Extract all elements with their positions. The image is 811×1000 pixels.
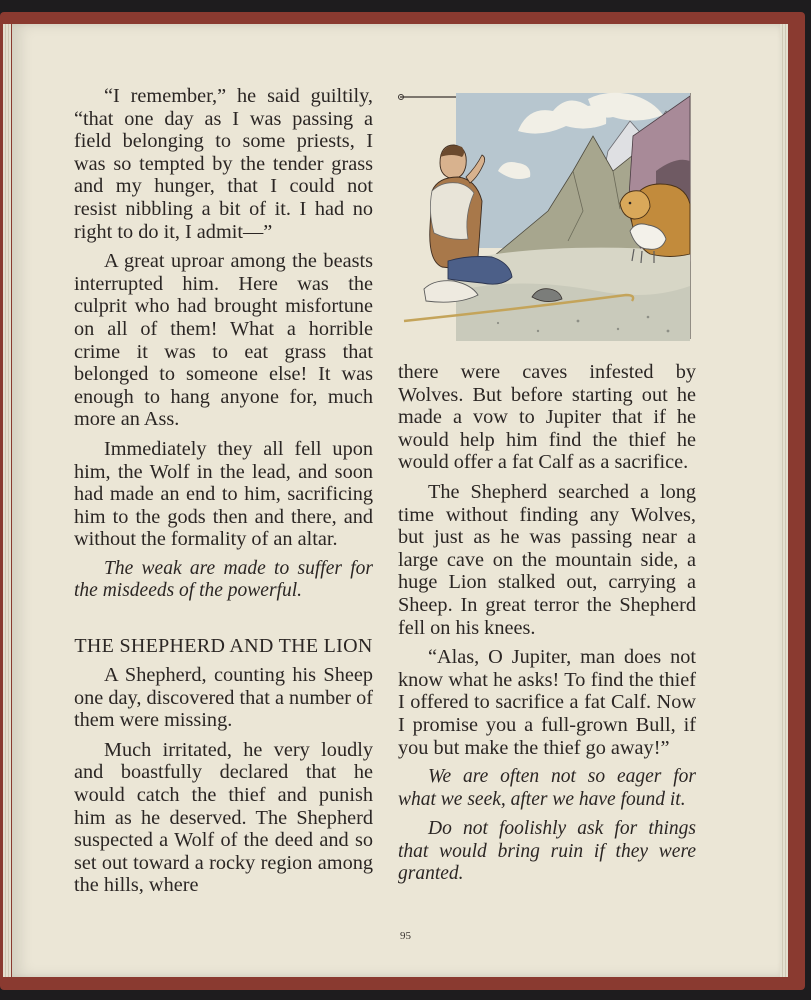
- paragraph: “Alas, O Jupiter, man does not know what he asks! To find the thief I offered to sacrifice a fat Calf. Now I promise you a full-grown Bull, if you but make the thief go away!”: [398, 646, 696, 759]
- right-column: [398, 361, 696, 893]
- paragraph: there were caves infested by Wolves. But before starting out he made a vow to Jupiter that if he would help him find the thief he would offer a fat Calf as a sacrifice.: [398, 361, 696, 474]
- paragraph: The Shepherd searched a long time without finding any Wolves, but just as he was passing near a large cave on the mountain side, a huge Lion stalked out, carrying a Sheep. In great terror the Shepherd fell on his knees.: [398, 480, 696, 639]
- paragraph: Immediately they all fell upon him, the Wolf in the lead, and soon had made an end to him, sacrificing him to the gods then and there, and without the formality of an altar.: [74, 437, 373, 551]
- moral: We are often not so eager for what we seek, after we have found it.: [398, 766, 696, 810]
- paragraph: A great uproar among the beasts interrupted him. Here was the culprit who had brought misfortune on all of them! What a horrible crime it was to eat grass that belonged to someone else! It was enough to hang anyone for, much more an Ass.: [74, 250, 373, 431]
- shepherd-lion-illustration: [398, 91, 694, 343]
- page-number: 95: [400, 930, 411, 942]
- moral: The weak are made to suffer for the misdeeds of the powerful.: [74, 557, 373, 602]
- paragraph: Much irritated, he very loudly and boastfully declared that he would catch the thief and punish him as he deserved. The Shepherd suspected a Wolf of the deed and so set out toward a rocky region among the hills, where: [74, 738, 373, 897]
- page-stack-right: [780, 24, 788, 977]
- moral: Do not foolishly ask for things that would bring ruin if they were granted.: [398, 818, 696, 885]
- left-column: [74, 85, 373, 904]
- paragraph: A Shepherd, counting his Sheep one day, discovered that a number of them were missing.: [74, 664, 373, 732]
- paragraph: “I remember,” he said guiltily, “that one day as I was passing a field belonging to some priests, I was so tempted by the tender grass and my hunger, that I could not resist nibbling a bit of it. I had no right to do it, I admit—”: [74, 85, 373, 243]
- story-title: THE SHEPHERD AND THE LION: [74, 635, 373, 658]
- page-stack-left: [3, 24, 11, 977]
